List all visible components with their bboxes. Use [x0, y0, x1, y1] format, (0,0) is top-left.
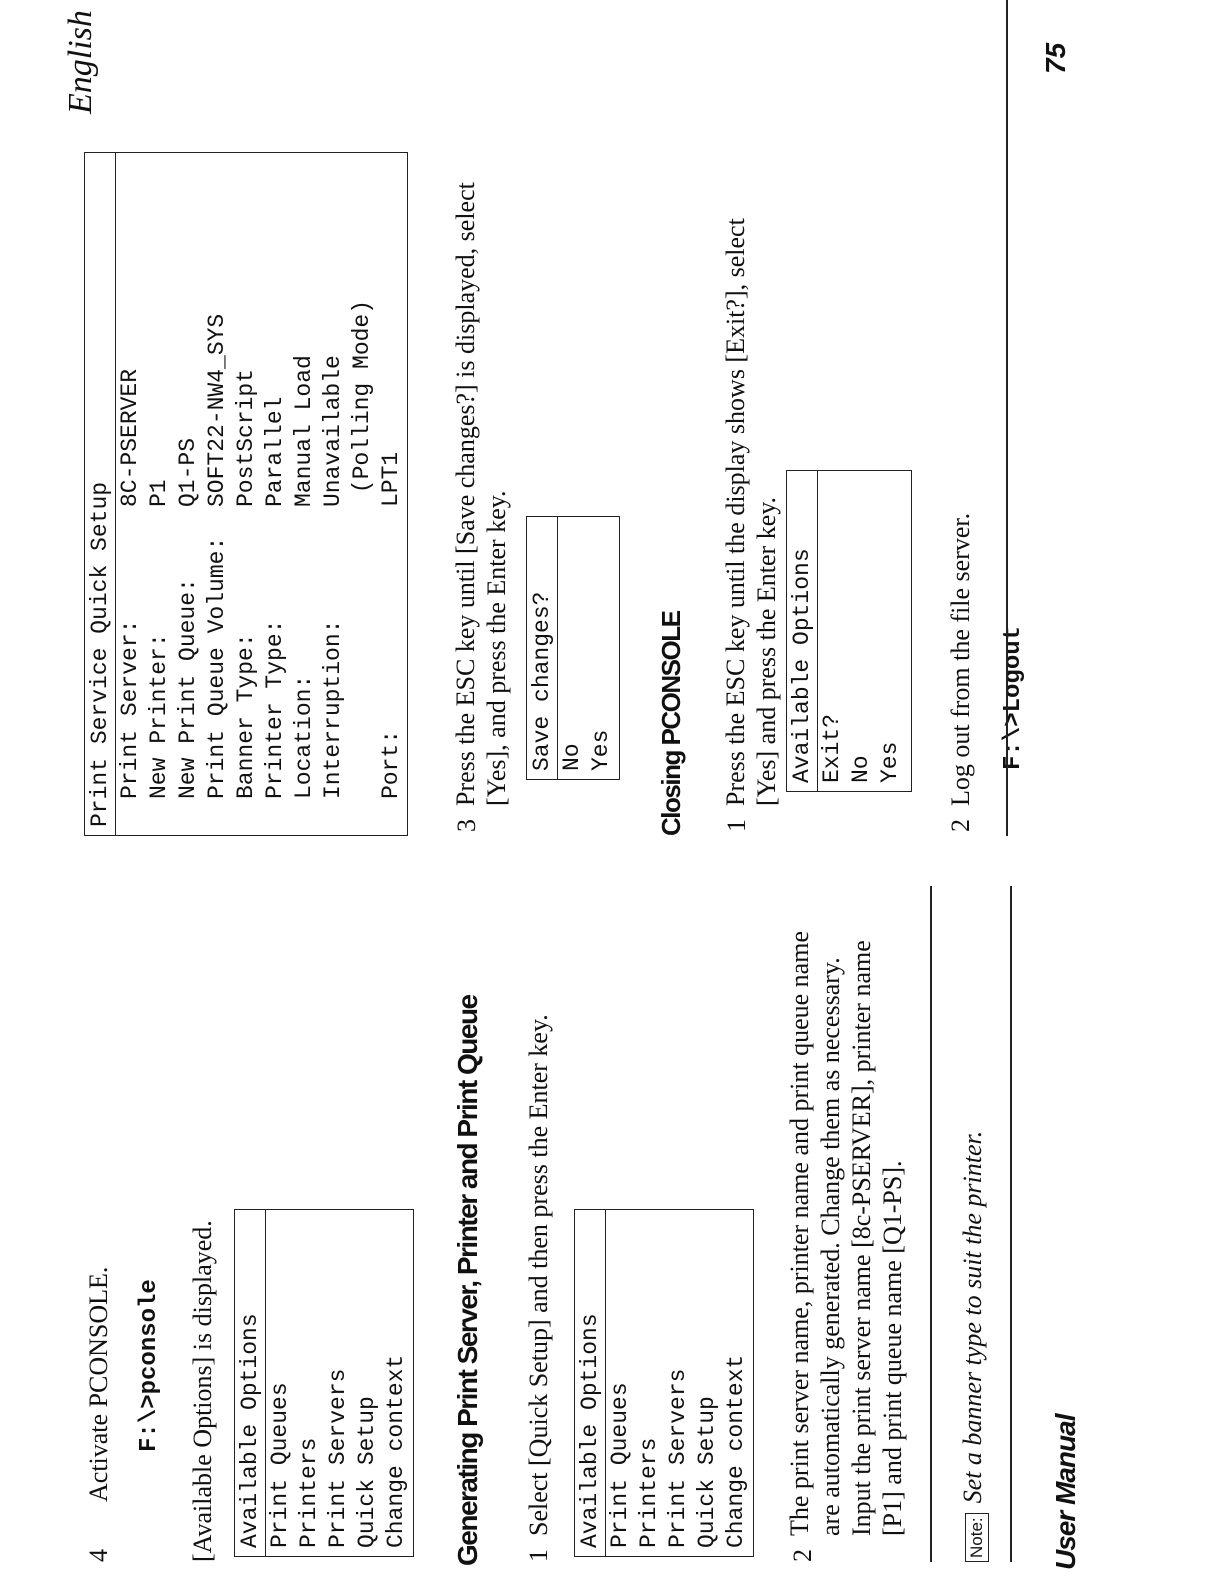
quick-setup-screen: [84, 152, 408, 836]
field-label: [348, 507, 377, 799]
step-2-line: [P1] and print queue name [Q1-PS].: [878, 1160, 907, 1536]
exit-dialog-no-option[interactable]: No: [848, 755, 874, 783]
step-1-number: 1: [524, 1549, 553, 1562]
close-step-2-text: Log out from the file server.: [946, 512, 975, 806]
menu-2-title: Available Options: [575, 1210, 606, 1556]
step-1-text: Select [Quick Setup] and then press the Enter key.: [524, 1014, 553, 1536]
quick-setup-title: Print Service Quick Setup: [85, 153, 116, 835]
step-4-text: Activate PCONSOLE.: [84, 1266, 113, 1502]
field-value: (Polling Mode): [349, 299, 375, 507]
menu-2-item[interactable]: Printers: [636, 1437, 662, 1548]
section-heading-generating: Generating Print Server, Printer and Print Queue: [452, 995, 483, 1566]
save-dialog-no-option[interactable]: No: [559, 743, 585, 771]
field-value[interactable]: Q1-PS: [175, 437, 201, 507]
step-3-paragraph: [450, 46, 512, 806]
save-dialog-title: Save changes?: [527, 517, 558, 779]
exit-dialog-exit-label: Exit?: [819, 713, 845, 783]
menu-2-item[interactable]: Print Servers: [665, 1368, 691, 1548]
menu-1-item[interactable]: Printers: [296, 1437, 322, 1548]
step-2-line: Input the print server name [8c-PSERVER], printer name: [847, 940, 876, 1536]
field-label: Banner Type:: [233, 633, 259, 799]
note-top-rule: [930, 886, 932, 1562]
step-3-line: [Yes], and press the Enter key.: [482, 490, 511, 806]
exit-dialog-title: Available Options: [787, 471, 818, 791]
field-value[interactable]: SOFT22-NW4_SYS: [204, 313, 230, 507]
quick-setup-fields: [116, 153, 406, 835]
exit-dialog: [786, 470, 912, 792]
section-heading-closing: Closing PCONSOLE: [656, 611, 686, 836]
field-label: New Print Queue:: [175, 578, 201, 799]
field-value[interactable]: Manual Load: [291, 355, 317, 507]
step-3-line: Press the ESC key until [Save changes?] is displayed, select: [451, 182, 480, 806]
available-options-menu-1: [234, 1209, 414, 1557]
menu-1-item[interactable]: Change context: [383, 1354, 409, 1548]
close-step-1-paragraph: [720, 46, 782, 806]
field-value[interactable]: P1: [146, 479, 172, 507]
language-label: English: [62, 10, 99, 114]
menu-2-item[interactable]: Change context: [723, 1354, 749, 1548]
menu-1-item[interactable]: Print Servers: [325, 1368, 351, 1548]
field-value[interactable]: 8C-PSERVER: [117, 368, 143, 507]
note-label: Note:: [965, 1513, 989, 1562]
field-value[interactable]: Parallel: [262, 396, 288, 507]
options-displayed-text: [Available Options] is displayed.: [188, 1220, 217, 1562]
logout-command: F:\>Logout: [1000, 625, 1027, 770]
close-step-2-number: 2: [946, 819, 975, 832]
field-label: New Printer:: [146, 633, 172, 799]
menu-1-item[interactable]: Print Queues: [267, 1382, 293, 1548]
step-2-paragraph: [784, 846, 908, 1536]
step-2-line: The print server name, printer name and print queue name: [785, 931, 814, 1536]
note: [958, 1131, 989, 1562]
field-label: Interruption:: [320, 619, 346, 799]
pconsole-command: F:\>pconsole: [136, 1279, 163, 1452]
field-value[interactable]: PostScript: [233, 368, 259, 507]
step-4-number: 4: [84, 1549, 113, 1562]
step-2-line: are automatically generated. Change them as necessary.: [816, 957, 845, 1536]
available-options-menu-2: [574, 1209, 754, 1557]
field-label: Location:: [291, 674, 317, 799]
field-label: Printer Type:: [262, 619, 288, 799]
note-text: Set a banner type to suit the printer.: [958, 1130, 987, 1504]
field-label: Print Queue Volume:: [204, 536, 230, 799]
exit-dialog-yes-option[interactable]: Yes: [877, 741, 903, 783]
close-step-1-line: [Yes] and press the Enter key.: [752, 496, 781, 806]
menu-1-item[interactable]: Quick Setup: [354, 1396, 380, 1548]
note-bottom-rule: [1010, 886, 1012, 1562]
menu-1-title: Available Options: [235, 1210, 266, 1556]
field-value[interactable]: Unavailable: [320, 355, 346, 507]
menu-2-item[interactable]: Quick Setup: [694, 1396, 720, 1548]
menu-2-item[interactable]: Print Queues: [607, 1382, 633, 1548]
close-step-1-number: 1: [722, 819, 751, 832]
save-dialog-yes-option[interactable]: Yes: [588, 729, 614, 771]
footer-rule: [1006, 0, 1008, 836]
step-3-number: 3: [452, 819, 481, 832]
save-changes-dialog: [526, 516, 620, 780]
page-number: 75: [1040, 42, 1071, 74]
step-2-number: 2: [788, 1549, 817, 1562]
field-label: Print Server:: [117, 619, 143, 799]
field-label: Port:: [378, 729, 404, 799]
field-value[interactable]: LPT1: [378, 451, 404, 507]
close-step-1-line: Press the ESC key until the display shows [Exit?], select: [721, 218, 750, 806]
footer-title: User Manual: [1050, 1414, 1081, 1570]
